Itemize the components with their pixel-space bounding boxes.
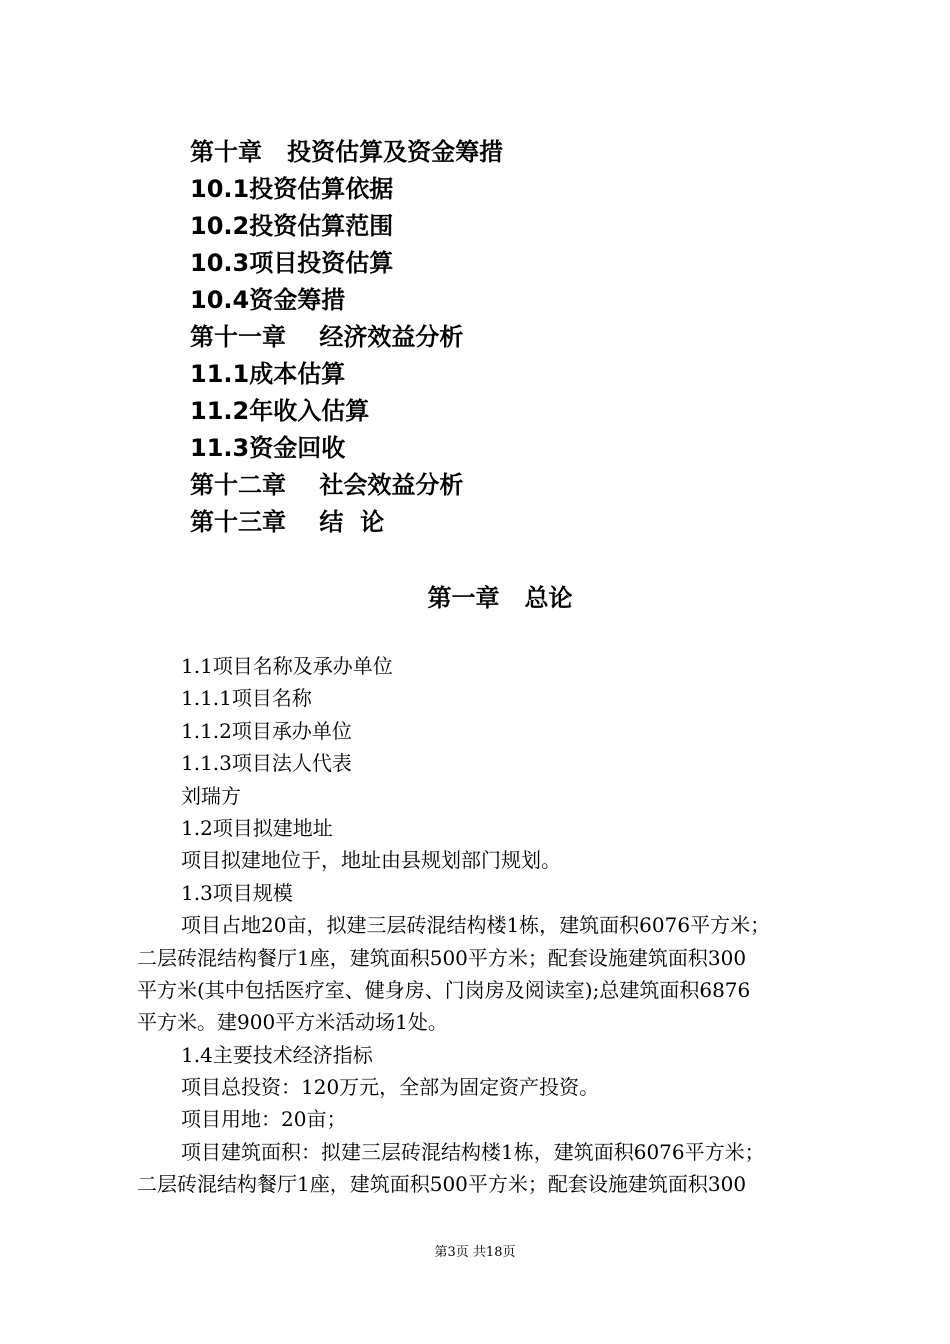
toc-item: 10.2投资估算范围 [190,212,394,240]
toc-item: 第十一章 经济效益分析 [190,323,464,351]
table-of-contents [190,134,830,541]
toc-item: 10.4资金筹措 [190,286,346,314]
toc-item: 第十二章 社会效益分析 [190,471,464,499]
section-heading: 1.2项目拟建地址 [181,815,333,840]
toc-item: 11.1成本估算 [190,360,346,388]
section-heading: 1.3项目规模 [181,880,293,905]
paragraph-line: 二层砖混结构餐厅1座，建筑面积500平方米；配套设施建筑面积300 [137,1172,747,1197]
toc-item: 11.3资金回收 [190,434,346,462]
page-footer: 第3页 共18页 [434,1245,516,1260]
paragraph-line: 平方米。建900平方米活动场1处。 [137,1010,448,1035]
section-heading: 1.1项目名称及承办单位 [181,654,393,678]
toc-item: 第十三章 结 论 [190,508,385,536]
paragraph-line: 项目用地：20亩； [181,1107,347,1132]
chapter-title: 第一章 总论 [427,584,573,612]
paragraph-line: 刘瑞方 [181,783,241,808]
toc-item: 第十章 投资估算及资金筹措 [190,138,504,166]
toc-item: 11.2年收入估算 [190,397,370,425]
body-text [137,650,817,1201]
paragraph-line: 平方米(其中包括医疗室、健身房、门岗房及阅读室);总建筑面积6876 [137,977,751,1002]
toc-item: 10.1投资估算依据 [190,175,394,203]
paragraph-line: 项目总投资：120万元，全部为固定资产投资。 [181,1075,600,1100]
paragraph-line: 项目建筑面积：拟建三层砖混结构楼1栋，建筑面积6076平方米； [181,1139,765,1164]
paragraph-line: 项目拟建地位于，地址由县规划部门规划。 [181,848,561,873]
paragraph-line: 项目占地20亩，拟建三层砖混结构楼1栋，建筑面积6076平方米； [181,913,771,938]
section-heading: 1.4主要技术经济指标 [181,1042,373,1067]
paragraph-line: 二层砖混结构餐厅1座，建筑面积500平方米；配套设施建筑面积300 [137,945,747,970]
section-heading: 1.1.2项目承办单位 [181,718,352,743]
section-heading: 1.1.3项目法人代表 [181,751,352,776]
section-heading: 1.1.1项目名称 [181,686,312,711]
toc-item: 10.3项目投资估算 [190,249,394,277]
